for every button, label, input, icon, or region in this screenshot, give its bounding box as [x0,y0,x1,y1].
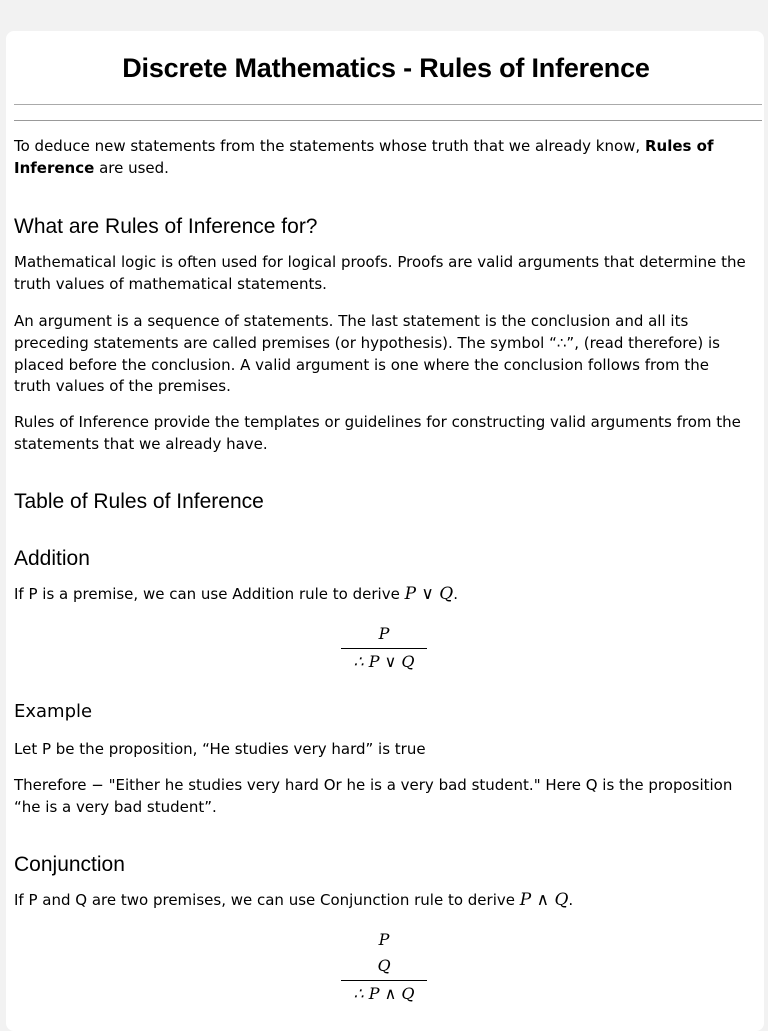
conjunction-description: If P and Q are two premises, we can use Conjunction rule to derive P ∧ Q. [14,890,574,910]
heading-addition: Addition [14,547,90,570]
addition-fraction-line [341,648,427,649]
addition-conclusion: ∴ P ∨ Q [353,652,415,671]
conjunction-premise-p: P [378,930,390,949]
article-card [6,31,764,1031]
paragraph-logic: Mathematical logic is often used for logical proofs. Proofs are valid arguments that determine the truth values of mathematical statements. [14,253,746,293]
addition-text: If P is a premise, we can use Addition rule to derive [14,585,400,603]
intro-paragraph [14,136,750,180]
heading-conjunction: Conjunction [14,853,125,876]
conjunction-fraction-line [341,980,427,981]
conjunction-formula: P ∧ Q [519,890,569,910]
addition-rule-fraction [341,623,427,673]
paragraph-argument: An argument is a sequence of statements. The last statement is the conclusion and all its preceding statements are called premises (or hypothesis). The symbol “∴”, (read therefore) is placed before the conclusion. A valid argument is one where the conclusion follows from the truth values of the premises. [14,312,720,396]
intro-text: To deduce new statements from the statements whose truth that we already know, [14,137,641,155]
conjunction-rule-fraction [341,929,427,1005]
conjunction-conclusion: ∴ P ∧ Q [353,984,415,1003]
addition-formula: P ∨ Q [404,584,454,604]
intro-text-end: are used. [99,158,169,177]
addition-description: If P is a premise, we can use Addition rule to derive P ∨ Q. [14,584,459,604]
heading-what-are-rules: What are Rules of Inference for? [14,215,318,238]
page-title: Discrete Mathematics - Rules of Inference [122,53,650,83]
title-divider-bottom [14,120,762,121]
addition-premise: P [378,624,390,643]
heading-addition-example: Example [14,701,93,722]
conjunction-text: If P and Q are two premises, we can use Conjunction rule to derive [14,891,515,909]
addition-example-paragraph-2: Therefore − "Either he studies very hard Or he is a very bad student." Here Q is the proposition “he is a very bad student”. [14,776,733,816]
title-divider-top [14,104,762,105]
addition-example-paragraph-1: Let P be the proposition, “He studies very hard” is true [14,740,426,758]
heading-table-of-rules: Table of Rules of Inference [14,490,264,513]
conjunction-premise-q: Q [377,956,391,975]
paragraph-templates: Rules of Inference provide the templates or guidelines for constructing valid arguments from the statements that we already have. [14,413,741,453]
intro-bold-term: Rules of Inference [14,137,714,177]
